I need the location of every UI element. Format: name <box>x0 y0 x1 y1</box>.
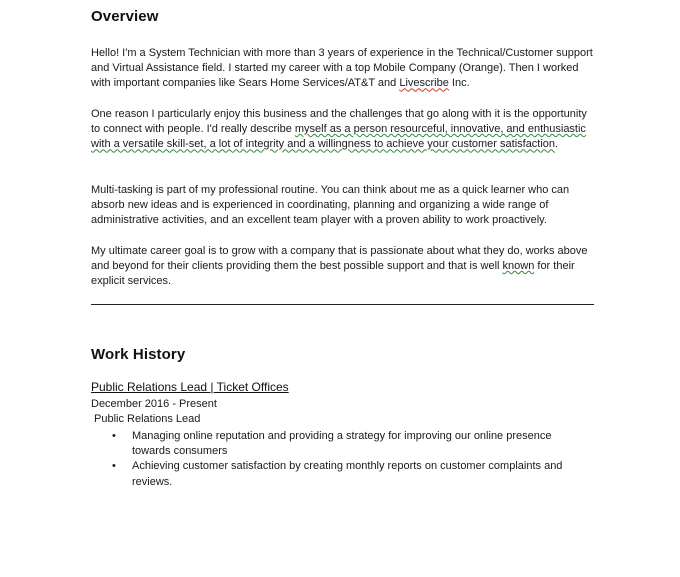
paragraph-text: Inc. <box>448 77 470 90</box>
list-item <box>111 459 581 489</box>
paragraph-text: One reason I particularly enjoy this business and the challenges that go along with it is the opportunity to connect with people. I'd really describe <box>91 108 587 136</box>
overview-paragraph-2 <box>91 107 594 153</box>
list-item <box>111 429 581 459</box>
section-divider <box>91 304 594 305</box>
bullet-icon: • <box>112 430 116 442</box>
overview-paragraph-4 <box>91 244 594 290</box>
paragraph-text: Hello! I'm a System Technician with more than 3 years of experience in the Technical/Customer support and Virtual Assistance field. I started my career with a top Mobile Company (Orange). Then I worked with important companies like Sears Home Services/AT&T and <box>91 47 593 90</box>
job-responsibilities-list <box>111 429 581 490</box>
paragraph-text: . <box>555 138 559 151</box>
list-item-text: Achieving customer satisfaction by creating monthly reports on customer complaints and reviews. <box>132 460 563 488</box>
job-dates: December 2016 - Present <box>91 398 217 410</box>
job-title: Public Relations Lead | Ticket Offices <box>91 380 289 394</box>
bullet-icon: • <box>112 460 116 473</box>
overview-heading: Overview <box>91 8 159 25</box>
job-role: Public Relations Lead <box>94 413 201 425</box>
spelling-flagged-word[interactable]: Livescribe <box>399 77 449 90</box>
grammar-flagged-word[interactable]: known <box>502 260 535 273</box>
paragraph-text: My ultimate career goal is to grow with a company that is passionate about what they do, works above and beyond for their clients providing them the best possible support and that is well <box>91 245 588 273</box>
paragraph-text: for their explicit services. <box>91 260 575 288</box>
grammar-flagged-text[interactable]: myself as a person resourceful, innovative, and enthusiastic with a versatile skill-set, a lot of integrity and a willingness to achieve your customer satisfaction <box>91 123 586 151</box>
work-history-heading: Work History <box>91 346 186 363</box>
overview-paragraph-3: Multi-tasking is part of my professional routine. You can think about me as a quick learner who can absorb new ideas and is experienced in coordinating, planning and organizing a wide range of administrative activities, and an excellent team player with a proven ability to work proactively. <box>91 184 570 227</box>
list-item-text: Managing online reputation and providing a strategy for improving our online presence towards consumers <box>132 430 552 458</box>
overview-paragraph-1 <box>91 46 594 92</box>
